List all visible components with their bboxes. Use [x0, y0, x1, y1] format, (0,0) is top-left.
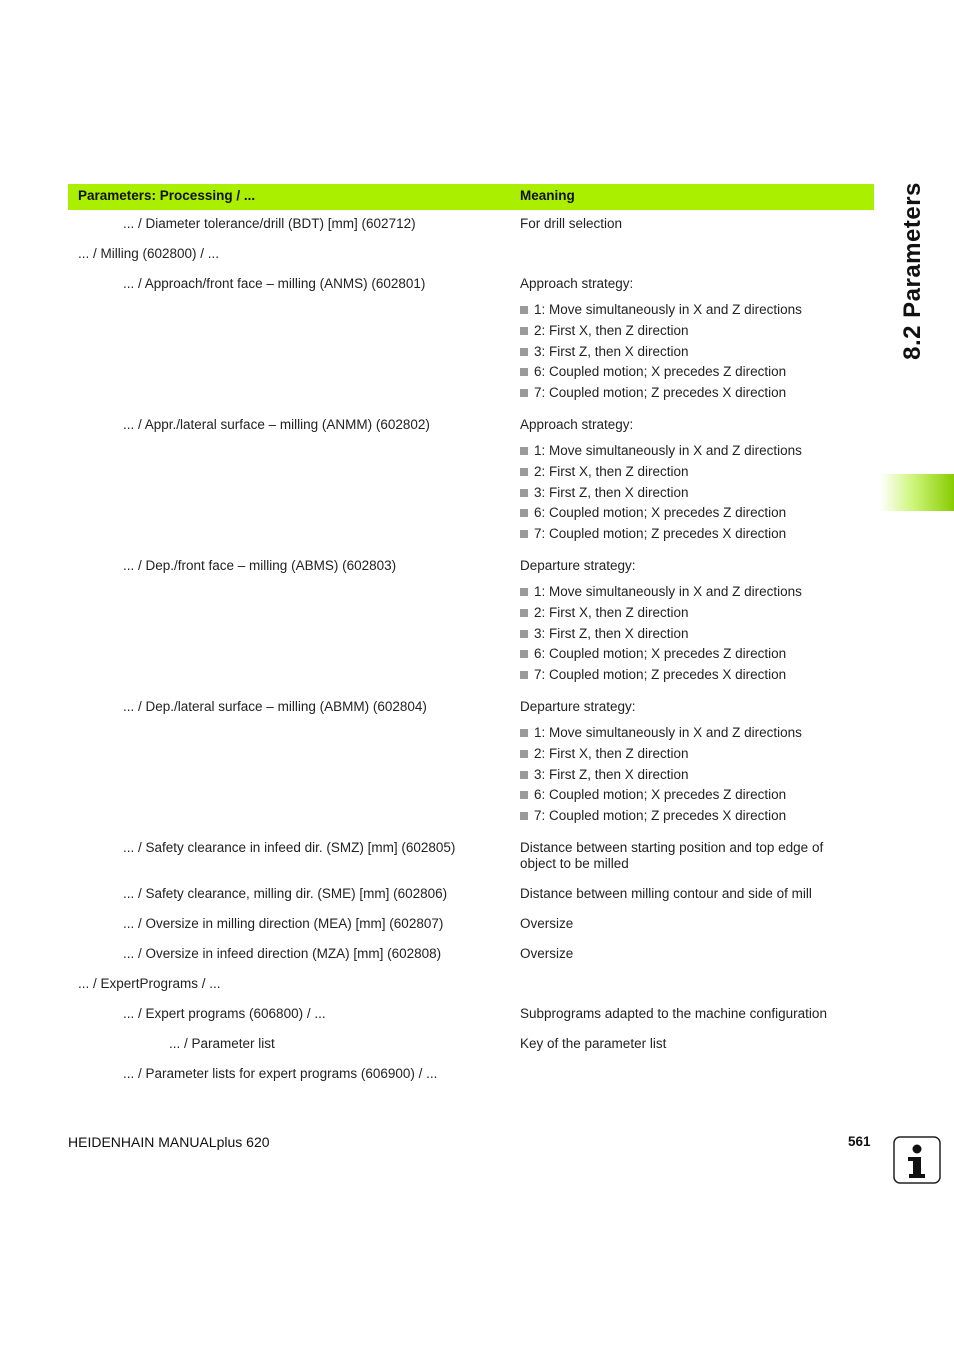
list-item: 1: Move simultaneously in X and Z directions	[520, 443, 860, 459]
meaning-cell	[520, 699, 860, 824]
parameter-path: ... / Dep./front face – milling (ABMS) (602803)	[123, 557, 397, 573]
meaning-text: Distance between starting position and top edge of object to be milled	[520, 839, 824, 871]
list-item: 2: First X, then Z direction	[520, 746, 860, 762]
table-row	[68, 1000, 874, 1030]
meaning-cell	[520, 946, 860, 962]
manual-title: HEIDENHAIN MANUALplus 620	[68, 1134, 270, 1150]
meaning-cell	[520, 840, 860, 872]
meaning-text	[520, 1066, 860, 1082]
meaning-text: Distance between milling contour and side of mill	[520, 885, 812, 901]
parameter-path: ... / Approach/front face – milling (ANMS) (602801)	[123, 276, 426, 291]
parameter-path: ... / Diameter tolerance/drill (BDT) [mm] (602712)	[123, 216, 416, 231]
meaning-cell	[520, 1036, 860, 1052]
parameter-path: ... / Oversize in infeed direction (MZA) [mm] (602808)	[123, 945, 442, 961]
parameter-path: ... / Parameter list	[169, 1035, 275, 1051]
table-row	[68, 940, 874, 970]
page-number: 561	[848, 1134, 871, 1149]
list-item: 7: Coupled motion; Z precedes X direction	[520, 526, 860, 542]
table-row	[68, 411, 874, 552]
list-item: 6: Coupled motion; X precedes Z direction	[520, 505, 860, 521]
meaning-text	[520, 976, 860, 992]
table-row	[68, 693, 874, 834]
table-row	[68, 210, 874, 240]
list-item: 2: First X, then Z direction	[520, 605, 860, 621]
list-item: 2: First X, then Z direction	[520, 323, 860, 339]
option-list	[520, 725, 860, 824]
chapter-tab	[880, 474, 954, 511]
list-item: 7: Coupled motion; Z precedes X direction	[520, 808, 860, 824]
list-item: 2: First X, then Z direction	[520, 464, 860, 480]
meaning-cell	[520, 276, 860, 401]
info-icon	[893, 1136, 941, 1184]
header-meaning: Meaning	[520, 188, 575, 203]
option-list	[520, 443, 860, 542]
list-item: 3: First Z, then X direction	[520, 485, 860, 501]
table-row	[68, 880, 874, 910]
parameter-table	[68, 210, 874, 1090]
table-row	[68, 1030, 874, 1060]
meaning-text: Oversize	[520, 915, 574, 931]
list-item: 1: Move simultaneously in X and Z directions	[520, 584, 860, 600]
table-row	[68, 1060, 874, 1090]
list-item: 3: First Z, then X direction	[520, 767, 860, 783]
section-title-text: 8.2 Parameters	[899, 182, 926, 360]
meaning-cell	[520, 916, 860, 932]
meaning-text: Key of the parameter list	[520, 1035, 667, 1051]
parameter-path: ... / Safety clearance, milling dir. (SME) [mm] (602806)	[123, 885, 448, 901]
parameter-path: ... / Expert programs (606800) / ...	[123, 1005, 326, 1021]
parameter-path: ... / Parameter lists for expert programs (606900) / ...	[123, 1065, 438, 1081]
option-list	[520, 302, 860, 401]
table-row	[68, 910, 874, 940]
meaning-text: Approach strategy:	[520, 416, 634, 432]
parameter-path: ... / Dep./lateral surface – milling (ABMM) (602804)	[123, 698, 427, 714]
meaning-cell	[520, 246, 860, 262]
table-row	[68, 552, 874, 693]
list-item: 6: Coupled motion; X precedes Z direction	[520, 787, 860, 803]
table-row	[68, 970, 874, 1000]
meaning-cell	[520, 886, 860, 902]
meaning-text: Departure strategy:	[520, 698, 636, 714]
list-item: 7: Coupled motion; Z precedes X direction	[520, 667, 860, 683]
meaning-cell	[520, 417, 860, 542]
meaning-cell	[520, 976, 860, 992]
table-row	[68, 834, 874, 880]
meaning-cell	[520, 216, 860, 232]
header-parameters: Parameters: Processing / ...	[78, 188, 256, 203]
section-title	[897, 181, 929, 361]
meaning-cell	[520, 1006, 860, 1022]
list-item: 1: Move simultaneously in X and Z directions	[520, 725, 860, 741]
meaning-text: For drill selection	[520, 216, 623, 231]
list-item: 3: First Z, then X direction	[520, 626, 860, 642]
meaning-text: Subprograms adapted to the machine configuration	[520, 1005, 827, 1021]
meaning-text	[520, 246, 860, 262]
list-item: 6: Coupled motion; X precedes Z direction	[520, 646, 860, 662]
list-item: 7: Coupled motion; Z precedes X direction	[520, 385, 860, 401]
meaning-cell	[520, 1066, 860, 1082]
meaning-text: Approach strategy:	[520, 276, 634, 291]
list-item: 1: Move simultaneously in X and Z directions	[520, 302, 860, 318]
parameter-path: ... / Oversize in milling direction (MEA) [mm] (602807)	[123, 915, 444, 931]
table-header	[68, 184, 874, 210]
table-row	[68, 270, 874, 411]
meaning-text: Departure strategy:	[520, 557, 636, 573]
parameter-path: ... / ExpertPrograms / ...	[78, 975, 221, 991]
table-row	[68, 240, 874, 270]
parameter-path: ... / Appr./lateral surface – milling (ANMM) (602802)	[123, 416, 430, 432]
list-item: 6: Coupled motion; X precedes Z direction	[520, 364, 860, 380]
meaning-cell	[520, 558, 860, 683]
option-list	[520, 584, 860, 683]
parameter-path: ... / Milling (602800) / ...	[78, 246, 220, 261]
list-item: 3: First Z, then X direction	[520, 344, 860, 360]
parameter-path: ... / Safety clearance in infeed dir. (SMZ) [mm] (602805)	[123, 839, 456, 855]
meaning-text: Oversize	[520, 945, 574, 961]
